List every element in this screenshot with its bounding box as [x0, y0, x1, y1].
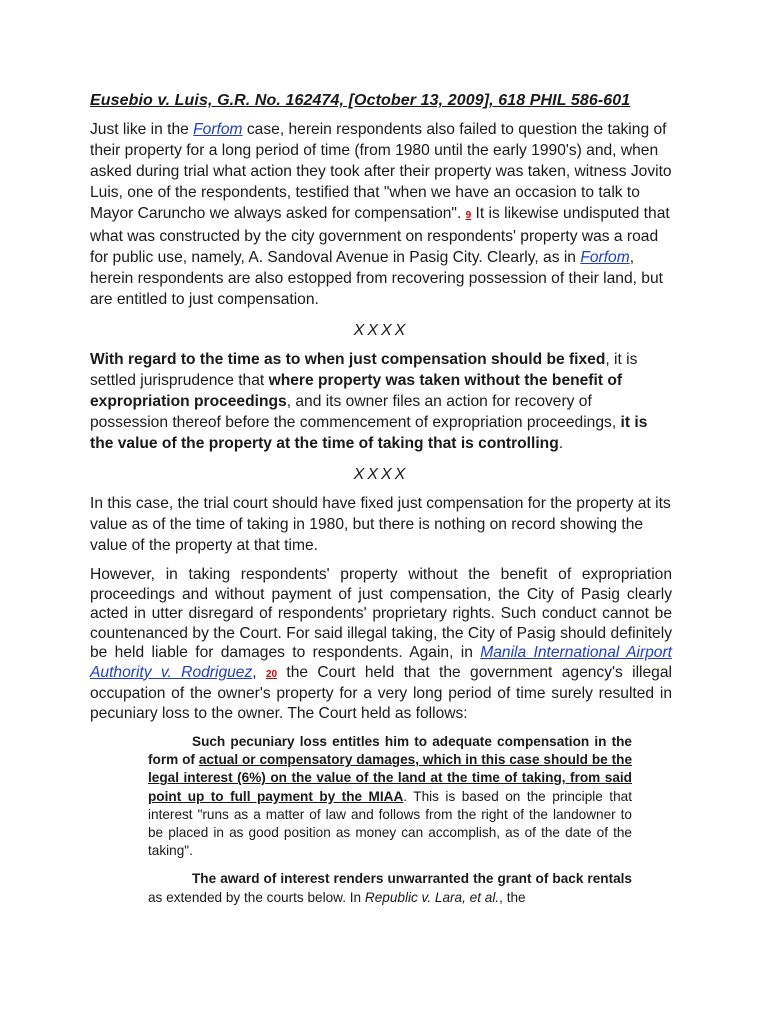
italic-text: Republic v. Lara, et al.	[364, 889, 500, 905]
bold-text: With regard to the time as to when just compensation should be fixed	[90, 351, 606, 368]
paragraph-4	[90, 565, 672, 723]
bold-text: Such pecuniary loss entitles him to adequate compensation in the form of	[148, 734, 632, 768]
text: Just like in the	[90, 121, 194, 138]
quote-paragraph-1	[148, 733, 632, 860]
document-page	[90, 92, 672, 917]
text: .	[558, 435, 564, 452]
forfom-case-link-2[interactable]: Forfom	[580, 249, 630, 266]
underlined-text: actual or compensatory damages, which in this case should be the legal interest (6%) on the value of the land at the time of taking, from said point up to full payment by the MIAA	[148, 752, 632, 804]
case-title: Eusebio v. Luis, G.R. No. 162474, [October 13, 2009], 618 PHIL 586-601	[90, 92, 631, 109]
section-separator: XXXX	[353, 322, 409, 339]
bold-text: it is the value of the property at the time of taking that is controlling	[90, 414, 648, 452]
text: However, in taking respondents' property without the benefit of expropriation proceedings and without payment of just compensation, the City of Pasig clearly acted in utter disregard of respondents' proprietary rights. Such conduct cannot be countenanced by the Court. For said illegal taking, the City of Pasig should definitely be held liable for damages to respondents. Again, in	[90, 566, 672, 661]
text: . This is based on the principle that interest "runs as a matter of law and follows from the right of the landowner to be placed in as good position as money can accomplish, as of the date of the taking".	[148, 788, 632, 859]
text: the Court held that the government agency's illegal occupation of the owner's property for a very long period of time surely resulted in pecuniary loss to the owner. The Court held as follows:	[90, 663, 672, 722]
text: as extended by the courts below. In	[148, 889, 365, 905]
paragraph-3: In this case, the trial court should have fixed just compensation for the property at its value as of the time of taking in 1980, but there is nothing on record showing the value of the property at that time.	[90, 495, 671, 554]
text: , the	[499, 889, 526, 905]
text: , herein respondents are also estopped from recovering possession of their land, but are entitled to just compensation.	[90, 249, 663, 308]
text: ,	[252, 663, 266, 681]
section-separator-2: XXXX	[353, 466, 409, 483]
quote-paragraph-2	[148, 870, 632, 906]
text: case, herein respondents also failed to question the taking of their property for a long period of time (from 1980 until the early 1990's) and, when asked during trial what action they took after their property was taken, witness Jovito Luis, one of the respondents, testified that "when we have an occasion to talk to Mayor Caruncho we always asked for compensation".	[90, 121, 672, 222]
block-quote	[148, 733, 632, 907]
paragraph-2	[90, 349, 672, 454]
text: , and its owner files an action for recovery of possession thereof before the commencement of expropriation proceedings,	[90, 393, 621, 431]
miaa-case-link[interactable]: Manila International Airport Authority v. Rodriguez	[90, 644, 673, 681]
forfom-case-link[interactable]: Forfom	[193, 121, 243, 138]
footnote-20-link[interactable]: 20	[265, 668, 278, 680]
paragraph-1	[90, 119, 672, 310]
text: It is likewise undisputed that what was constructed by the city government on respondents' property was a road for public use, namely, A. Sandoval Avenue in Pasig City. Clearly, as in	[90, 205, 670, 266]
footnote-9-link[interactable]: 9	[465, 210, 472, 221]
text: , it is settled jurisprudence that	[90, 351, 638, 389]
bold-text: The award of interest renders unwarranted the grant of back rentals	[192, 871, 632, 887]
bold-text: where property was taken without the benefit of expropriation proceedings	[90, 372, 623, 410]
